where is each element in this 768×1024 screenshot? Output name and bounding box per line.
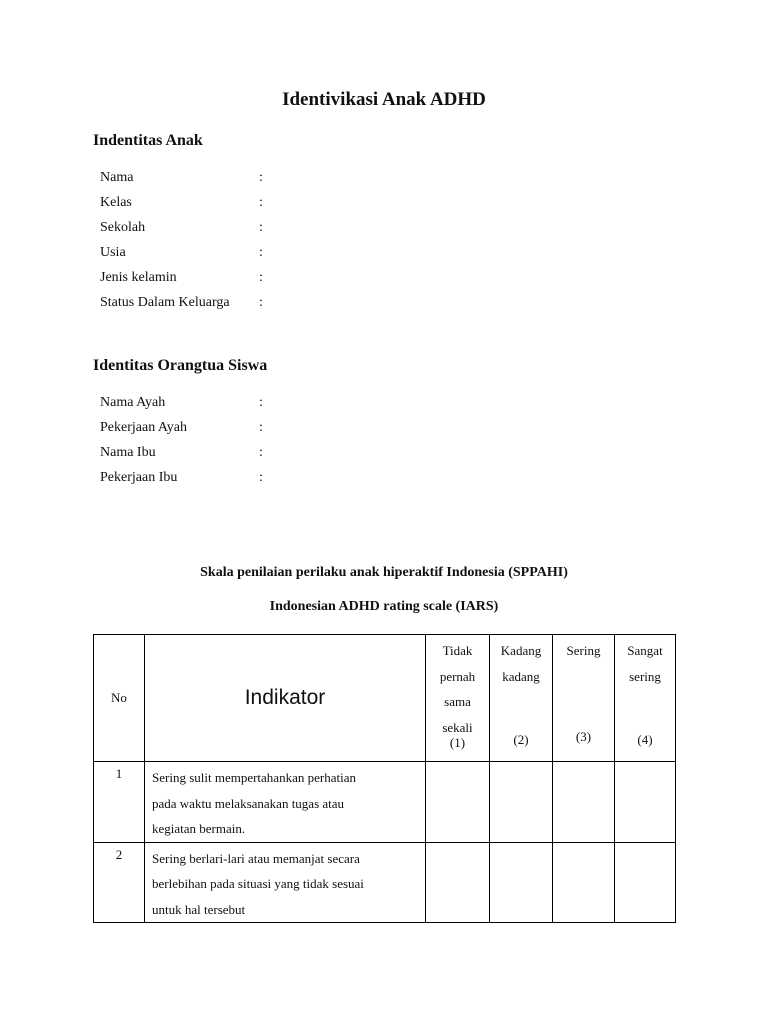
- column-header-option-very-often: [615, 635, 676, 762]
- field-colon: :: [259, 220, 263, 235]
- child-identity-heading: Indentitas Anak: [93, 132, 203, 149]
- option-score: (2): [513, 732, 529, 747]
- row-number: 2: [94, 842, 145, 923]
- option-label-line: Kadang: [500, 643, 542, 658]
- row-indicator: [145, 842, 426, 923]
- table-header-row: [94, 635, 676, 762]
- column-header-option-sometimes: [490, 635, 553, 762]
- option-label: [615, 638, 675, 689]
- field-label: Nama: [100, 170, 134, 185]
- rating-cell[interactable]: [615, 762, 676, 843]
- rating-cell[interactable]: [490, 762, 553, 843]
- field-label: Pekerjaan Ayah: [100, 420, 187, 435]
- rating-cell[interactable]: [553, 762, 615, 843]
- rating-table: [93, 634, 676, 923]
- column-header-indicator: Indikator: [145, 635, 426, 762]
- option-label: [553, 638, 614, 664]
- option-label-line: Sering: [566, 643, 601, 658]
- column-header-option-never: [426, 635, 490, 762]
- scale-title-english: Indonesian ADHD rating scale (IARS): [269, 599, 499, 614]
- field-label: Nama Ayah: [100, 395, 166, 410]
- indicator-line: berlebihan pada situasi yang tidak sesuai: [152, 876, 364, 891]
- field-label: Usia: [100, 245, 126, 260]
- rating-cell[interactable]: [426, 762, 490, 843]
- table-row: [94, 762, 676, 843]
- option-label-line: sama: [444, 694, 471, 709]
- row-number: 1: [94, 762, 145, 843]
- indicator-line: Sering sulit mempertahankan perhatian: [152, 770, 356, 785]
- option-score: (4): [637, 732, 653, 747]
- rating-cell[interactable]: [426, 842, 490, 923]
- indicator-line: untuk hal tersebut: [152, 901, 246, 917]
- option-label: [490, 638, 552, 689]
- table-row: [94, 842, 676, 923]
- rating-cell[interactable]: [490, 842, 553, 923]
- field-label: Nama Ibu: [100, 445, 156, 460]
- parent-identity-heading: Identitas Orangtua Siswa: [93, 357, 268, 374]
- scale-title-indonesian: Skala penilaian perilaku anak hiperaktif Indonesia (SPPAHI): [200, 565, 568, 580]
- field-colon: :: [259, 395, 263, 410]
- field-label: Status Dalam Keluarga: [100, 295, 230, 310]
- option-label-line: pernah: [439, 668, 476, 684]
- indicator-line: kegiatan bermain.: [152, 821, 246, 836]
- field-colon: :: [259, 470, 263, 485]
- field-label: Sekolah: [100, 220, 146, 235]
- field-colon: :: [259, 270, 263, 285]
- column-header-no: No: [94, 635, 145, 762]
- field-colon: :: [259, 445, 263, 460]
- option-label-line: sekali: [442, 719, 473, 735]
- row-indicator: [145, 762, 426, 843]
- field-colon: :: [259, 195, 263, 210]
- column-header-option-often: [553, 635, 615, 762]
- option-label-line: sering: [629, 668, 661, 684]
- option-label-line: Sangat: [627, 643, 663, 658]
- field-colon: :: [259, 420, 263, 435]
- field-label: Kelas: [100, 195, 132, 210]
- field-label: Pekerjaan Ibu: [100, 470, 178, 485]
- option-score: (3): [575, 729, 592, 744]
- option-label-line: kadang: [502, 668, 540, 684]
- rating-cell[interactable]: [553, 842, 615, 923]
- rating-cell[interactable]: [615, 842, 676, 923]
- page-title: Identivikasi Anak ADHD: [282, 89, 486, 110]
- field-label: Jenis kelamin: [100, 270, 177, 285]
- option-label-line: Tidak: [442, 643, 473, 658]
- field-colon: :: [259, 170, 263, 185]
- field-colon: :: [259, 245, 263, 260]
- field-colon: :: [259, 295, 263, 310]
- indicator-line: pada waktu melaksanakan tugas atau: [152, 795, 345, 811]
- option-score: (1): [449, 735, 466, 750]
- option-label: [426, 638, 489, 740]
- indicator-line: Sering berlari-lari atau memanjat secara: [152, 850, 360, 866]
